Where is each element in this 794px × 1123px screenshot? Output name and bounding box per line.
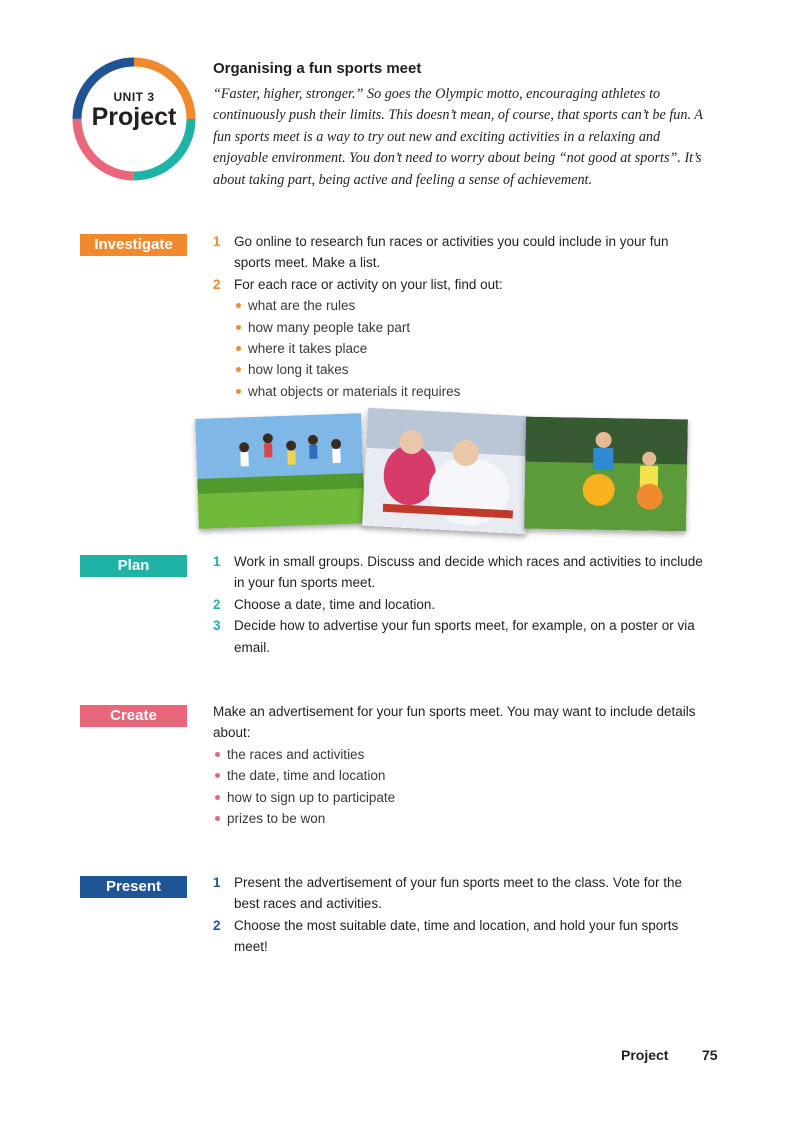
item-text: Present the advertisement of your fun sports meet to the class. Vote for the best races and activities. [234,875,682,912]
create-tag: Create [80,705,187,727]
item-number: 3 [213,618,221,634]
bullet-dot [215,795,220,800]
unit-type: Project [91,103,177,131]
present-section [213,872,703,958]
item-text: Choose a date, time and location. [234,596,436,612]
intro [213,60,713,191]
children-jumping-photo [195,413,365,529]
intro-text: “Faster, higher, stronger.” So goes the Olympic motto, encouraging athletes to continuously push their limits. This doesn’t mean, of course, that sports can’t be fun. A fun sports meet is a way to try out new and exciting activities in a relaxing and enjoyable environment. You don’t need to worry about being “not good at sports”. It’s about taking part, being active and feeling a sense of achievement. [213,86,703,188]
bullet-item [234,317,703,338]
list-item [213,231,703,274]
list-item [213,274,703,402]
bullet-text: how many people take part [248,319,411,335]
item-number: 1 [213,554,221,569]
unit-number: UNIT 3 [113,90,155,104]
present-tag: Present [80,876,187,898]
bullet-text: prizes to be won [227,811,326,827]
list-item [213,872,703,915]
item-number: 1 [213,875,221,890]
bullet-dot [236,303,241,308]
bullet-dot [236,367,241,372]
list-item [213,615,703,658]
item-text: Go online to research fun races or activities you could include in your fun sports meet. Make a list. [234,234,669,271]
bullet-item [234,359,703,380]
bullet-item [213,744,703,765]
bullet-item [213,765,703,786]
plan-section [213,551,703,658]
sledding-photo [362,408,532,534]
bullet-text: how to sign up to participate [227,789,396,805]
bullet-dot [236,325,241,330]
item-text: Decide how to advertise your fun sports meet, for example, on a poster or via email. [234,618,695,655]
item-text: For each race or activity on your list, find out: [234,276,503,292]
bullet-text: how long it takes [248,362,349,378]
bullet-text: what objects or materials it requires [248,383,461,399]
investigate-tag: Investigate [80,234,187,256]
bullet-text: what are the rules [248,298,356,314]
bullet-item [213,787,703,808]
page-number: 75 [702,1047,718,1063]
bullet-dot [215,773,220,778]
bullet-text: the date, time and location [227,768,386,784]
item-number: 2 [213,596,221,612]
bullet-item [234,338,703,359]
item-number: 1 [213,234,221,249]
page-title: Organising a fun sports meet [213,60,422,77]
bullet-item [213,808,703,829]
item-text: Work in small groups. Discuss and decide which races and activities to include in your fun sports meet. [234,554,703,591]
plan-tag: Plan [80,555,187,577]
list-item [213,594,703,615]
investigate-section [213,231,703,402]
item-text: Choose the most suitable date, time and location, and hold your fun sports meet! [234,917,679,955]
create-section [213,701,703,829]
create-text: Make an advertisement for your fun sports meet. You may want to include details about: [213,704,696,741]
bullet-text: the races and activities [227,746,365,762]
item-number: 2 [213,276,221,292]
bullet-text: where it takes place [248,341,368,357]
bullet-item [234,295,703,316]
footer-section-name: Project [621,1047,669,1063]
space-hopper-race-photo [524,417,688,532]
item-number: 2 [213,917,221,933]
list-item [213,915,703,958]
bullet-dot [215,752,220,757]
list-item [213,551,703,594]
bullet-item [234,381,703,402]
bullet-dot [236,389,241,394]
unit-badge [70,55,198,183]
bullet-dot [236,346,241,351]
bullet-dot [215,816,220,821]
